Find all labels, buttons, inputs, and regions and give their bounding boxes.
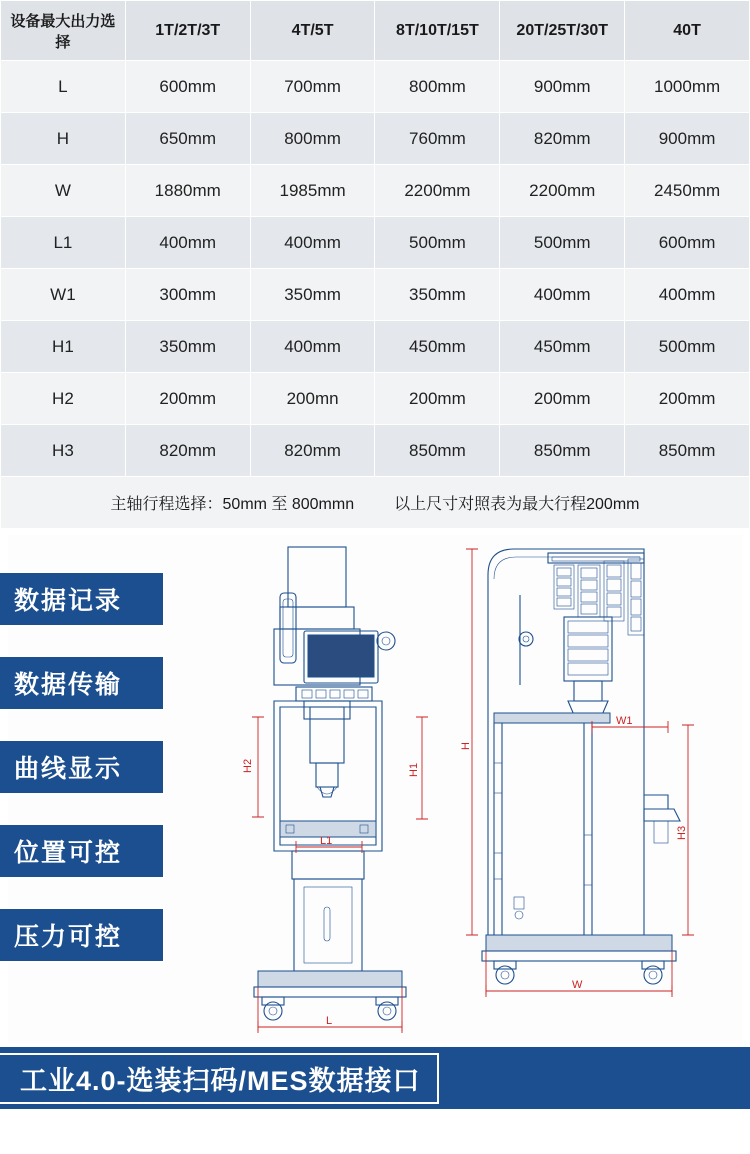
cell: 650mm [125,113,250,165]
spec-table [0,0,750,529]
column-header-5: 40T [625,1,750,61]
cell: 850mm [375,425,500,477]
cell: 760mm [375,113,500,165]
cell: 900mm [500,61,625,113]
dim-h: H [460,742,472,750]
spec-table-head [1,1,750,61]
footnote-cell [1,477,750,529]
cell: 350mm [375,269,500,321]
column-header-1: 1T/2T/3T [125,1,250,61]
cell: 1880mm [125,165,250,217]
cell: 200mm [125,373,250,425]
cell: 400mm [625,269,750,321]
cell: 400mm [125,217,250,269]
dim-w1: W1 [616,715,633,727]
table-row [1,61,750,113]
row-label: W [1,165,126,217]
front-view [242,547,428,1033]
row-label: H2 [1,373,126,425]
cell: 2450mm [625,165,750,217]
cell: 500mm [375,217,500,269]
cell: 800mm [250,113,375,165]
cell: 2200mm [375,165,500,217]
cell: 300mm [125,269,250,321]
row-label: L1 [1,217,126,269]
cell: 500mm [625,321,750,373]
cell: 400mm [250,321,375,373]
row-label: H1 [1,321,126,373]
spec-table-body [1,61,750,477]
cell: 350mm [250,269,375,321]
row-label: H [1,113,126,165]
table-row [1,373,750,425]
cell: 200mm [625,373,750,425]
cell: 1985mm [250,165,375,217]
cell: 600mm [125,61,250,113]
cell: 400mm [500,269,625,321]
cell: 1000mm [625,61,750,113]
feature-tag-data-transfer: 数据传输 [0,655,165,711]
row-label: W1 [1,269,126,321]
cell: 850mm [625,425,750,477]
banner-text: 工业4.0-选装扫码/MES数据接口 [0,1053,439,1104]
column-header-2: 4T/5T [250,1,375,61]
feature-tag-pressure-control: 压力可控 [0,907,165,963]
table-row [1,113,750,165]
column-header-3: 8T/10T/15T [375,1,500,61]
footnote-row [1,477,750,529]
footnote-right: 以上尺寸对照表为最大行程200mm [394,496,640,513]
cell: 800mm [375,61,500,113]
cell: 700mm [250,61,375,113]
cell: 450mm [500,321,625,373]
footnote-left: 主轴行程选择：50mm 至 800mmn [110,496,355,513]
cell: 400mm [250,217,375,269]
cell: 200mm [375,373,500,425]
diagram-panel [0,529,750,1109]
table-row [1,269,750,321]
cell: 2200mm [500,165,625,217]
cell: 850mm [500,425,625,477]
feature-tag-list [0,571,175,991]
cell: 820mm [500,113,625,165]
cell: 820mm [250,425,375,477]
cell: 600mm [625,217,750,269]
feature-tag-data-record: 数据记录 [0,571,165,627]
cell: 500mm [500,217,625,269]
dim-h3: H3 [676,825,688,840]
cell: 350mm [125,321,250,373]
dim-h1: H1 [408,762,420,777]
bottom-banner [0,1047,750,1109]
cell: 200mn [250,373,375,425]
table-row [1,321,750,373]
dim-w: W [572,979,583,991]
table-header-row [1,1,750,61]
dim-l: L [326,1015,333,1027]
feature-tag-curve-display: 曲线显示 [0,739,165,795]
dim-h2: H2 [242,758,254,773]
cell: 900mm [625,113,750,165]
cell: 820mm [125,425,250,477]
column-header-4: 20T/25T/30T [500,1,625,61]
cell: 450mm [375,321,500,373]
row-label: L [1,61,126,113]
table-row [1,217,750,269]
dim-l1: L1 [320,835,333,847]
table-row [1,165,750,217]
cell: 200mm [500,373,625,425]
row-label: H3 [1,425,126,477]
table-row [1,425,750,477]
side-view [460,549,694,997]
spec-table-foot [1,477,750,529]
feature-tag-position-control: 位置可控 [0,823,165,879]
column-header-0: 设备最大出力选择 [1,1,126,61]
